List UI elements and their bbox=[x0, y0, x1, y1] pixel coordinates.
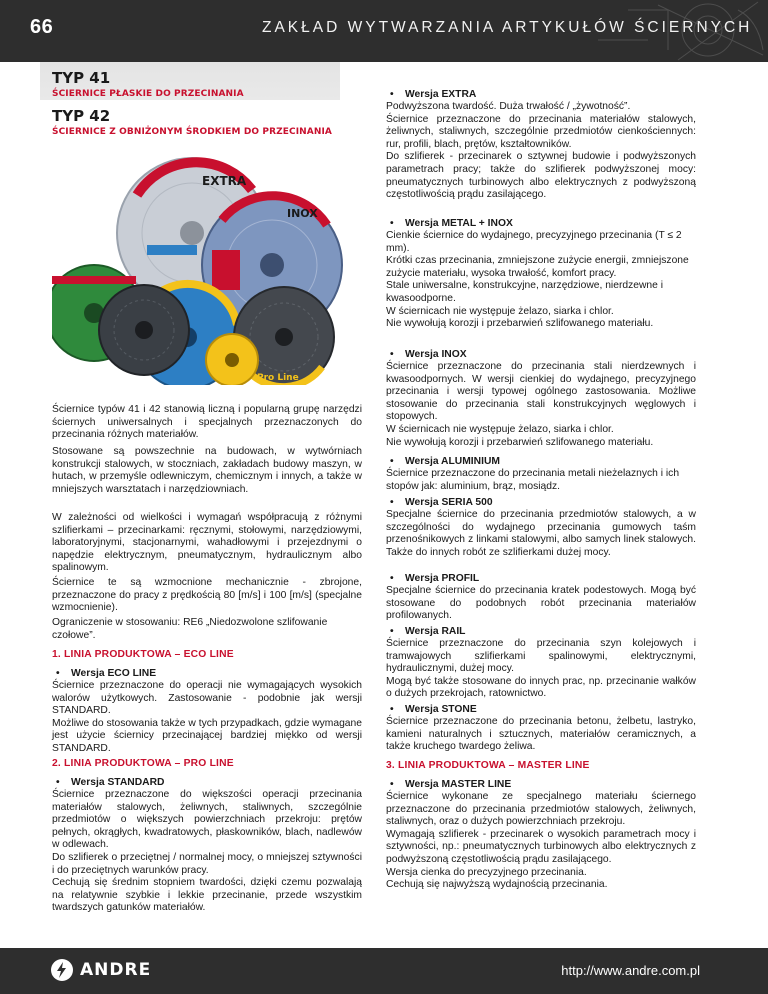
page-footer bbox=[0, 948, 768, 994]
page-header bbox=[0, 0, 768, 62]
section-eco-heading: 1. LINIA PRODUKTOWA – ECO LINE bbox=[52, 649, 234, 660]
stone-text: Ściernice przeznaczone do przecinania betonu, żelbetu, lastryko, kamieni naturalnych i sztucznych, materiałów ceramicznych, a także kruchego twardego żeliwa. bbox=[386, 716, 696, 753]
disc-inox-label: INOX bbox=[287, 207, 318, 220]
rail-title: • Wersja RAIL bbox=[386, 626, 696, 639]
rail-text: Ściernice przeznaczone do przecinania szyn kolejowych i tramwajowych szlifierkami spalinowymi, elektrycznymi, hydraulicznymi, dużej mocy. Mogą być także stosowane do innych prac, np. przecinanie wałków o dużych przekrojach, ratownictwo. bbox=[386, 638, 696, 700]
intro-paragraph-3: W zależności od wielkości i wymagań współpracują z różnymi szlifierkami – przecinarkami: ręcznymi, stołowymi, narzędziowymi, laboratoryjnymi, stacjonarnymi, wahadłowymi i przejezdnymi o napędzie elektrycznym, pneumatycznym, hydraulicznym albo spalinowym. bbox=[52, 512, 362, 574]
master-line-title: • Wersja MASTER LINE bbox=[386, 779, 696, 792]
section-pro-heading: 2. LINIA PRODUKTOWA – PRO LINE bbox=[52, 758, 234, 769]
andre-logo-icon bbox=[50, 958, 74, 982]
standard-title: • Wersja STANDARD bbox=[52, 777, 362, 790]
intro-paragraph-1: Ściernice typów 41 i 42 stanowią liczną i popularną grupę narzędzi ściernych uniwersalnych i specjalnych przeznaczonych do przecinania różnych materiałów. bbox=[52, 404, 362, 441]
header-title: ZAKŁAD WYTWARZANIA ARTYKUŁÓW ŚCIERNYCH bbox=[262, 19, 753, 36]
eco-line-text: Ściernice przeznaczone do operacji nie wymagających wysokich walorów użytkowych. Zastosowanie - podobnie jak wersji STANDARD. Możliwe do stosowania także w tych przypadkach, gdzie wymagane jest użycie ściernicy przecinającej bardziej miękko od wersji STANDARD. bbox=[52, 680, 362, 754]
master-line-text: Ściernice wykonane ze specjalnego materiału ściernego przeznaczone do przecinania przedmiotów stalowych, żeliwnych, staliwnych, oraz o dużych powierzchniach przekroju. Wymagają szlifierek - przecinarek o wysokich parametrach mocy i sztywności, np.: pneumatycznych turbinowych albo elektrycznych z podwyższoną częstotliwością prądu zasilającego. Wersja cienka do precyzyjnego przecinania. Cechują się najwyższą wydajnością przecinania. bbox=[386, 791, 696, 891]
metal-inox-title: • Wersja METAL + INOX bbox=[386, 218, 696, 231]
disc-yellow bbox=[206, 334, 258, 385]
website-url[interactable]: http://www.andre.com.pl bbox=[561, 963, 700, 978]
andre-logo-text: ANDRE bbox=[80, 960, 152, 980]
inox-title: • Wersja INOX bbox=[386, 349, 696, 362]
stone-title: • Wersja STONE bbox=[386, 704, 696, 717]
cutting-discs-photo bbox=[52, 155, 352, 385]
intro-paragraph-4: Ściernice te są wzmocnione mechanicznie - zbrojone, przeznaczone do pracy z prędkością 80 [m/s] i 100 [m/s] (specjalne wzmocnienie). bbox=[52, 577, 362, 614]
type-41-subtitle: ŚCIERNICE PŁASKIE DO PRZECINANIA bbox=[52, 89, 244, 99]
andre-logo bbox=[50, 958, 151, 982]
eco-line-title: • Wersja ECO LINE bbox=[52, 668, 362, 681]
seria-500-title: • Wersja SERIA 500 bbox=[386, 497, 696, 510]
page-number: 66 bbox=[30, 16, 54, 38]
type-42-title: TYP 42 bbox=[52, 107, 111, 125]
profil-text: Specjalne ściernice do przecinania kratek podestowych. Mogą być stosowane do podobnych robót przecinania materiałów profilowanych. bbox=[386, 585, 696, 622]
intro-paragraph-2: Stosowane są powszechnie na budowach, w wytwórniach konstrukcji stalowych, w stoczniach, zakładach budowy maszyn, w hutach, w przemyśle odlewniczym, chemicznym i innych, a także w mniejszych warsztatach i narzędziowniach. bbox=[52, 446, 362, 495]
extra-title: • Wersja EXTRA bbox=[386, 89, 696, 102]
disc-pro-line-label: Pro Line bbox=[257, 373, 299, 383]
extra-text: Podwyższona twardość. Duża trwałość / „żywotność”. Ściernice przeznaczone do przecinania materiałów stalowych, żeliwnych, staliwnych, szczególnie przedmiotów cienkościennych: rur, profili, blach, prętów, kształtowników. Do szlifierek - przecinarek o sztywnej budowie i podwyższonych parametrach pracy; także do szlifierek podwyższonej mocy: pneumatycznych turbinowych albo elektrycznych z podwyższoną częstotliwością prądu zasilającego. bbox=[386, 101, 696, 201]
seria-500-text: Specjalne ściernice do przecinania przedmiotów stalowych, a w szczególności do wydajnego przecinania gumowych taśm przenośnikowych z linkami stalowymi, albo samych linek stalowych. Także do innych robót ze szlifierkami dużej mocy. bbox=[386, 509, 696, 558]
section-master-heading: 3. LINIA PRODUKTOWA – MASTER LINE bbox=[386, 760, 590, 771]
disc-dark bbox=[99, 285, 189, 375]
metal-inox-text: Cienkie ściernice do wydajnego, precyzyjnego przecinania (T ≤ 2 mm). Krótki czas przecinania, zmniejszone zużycie energii, zmniejszone zużycie materiału, wysoka trwałość, komfort pracy. Stale uniwersalne, konstrukcyjne, narzędziowe, nierdzewne i kwasoodporne. W ściernicach nie występuje żelazo, siarka i chlor. Nie wywołują korozji i przebarwień szlifowanego materiału. bbox=[386, 230, 689, 330]
standard-text: Ściernice przeznaczone do większości operacji przecinania materiałów stalowych, żeliwnych, staliwnych, szczególnie przedmiotów o większych powierzchniach przekroju: prętów pełnych, okrągłych, kwadratowych, płaskowników, blach, nadlewów w odlewach. Do szlifierek o przeciętnej / normalnej mocy, o mniejszej sztywności i do przeciętnych warunków pracy. Cechują się średnim stopniem twardości, dzięki czemu pozwalają na relatywnie szybkie i lekkie przecinanie, przede wszystkim twardszych gatunków materiałów. bbox=[52, 789, 362, 914]
aluminium-text: Ściernice przeznaczone do przecinania metali nieżelaznych i ich stopów jak: aluminium, brąz, mosiądz. bbox=[386, 468, 680, 492]
inox-text: Ściernice przeznaczone do przecinania stali nierdzewnych i kwasoodpornych. W wersji cienkiej do wydajnego, precyzyjnego przecinania i wersji typowej ogólnego zastosowania. Możliwe stosowanie do przecinania stali konstrukcyjnych węglowych i stopowych. W ściernicach nie występuje żelazo, siarka i chlor. Nie wywołują korozji i przebarwień szlifowanego materiału. bbox=[386, 361, 696, 448]
intro-paragraph-5: Ograniczenie w stosowaniu: RE6 „Niedozwolone szlifowanie czołowe”. bbox=[52, 617, 328, 641]
profil-title: • Wersja PROFIL bbox=[386, 573, 696, 586]
aluminium-title: • Wersja ALUMINIUM bbox=[386, 456, 696, 469]
type-42-subtitle: ŚCIERNICE Z OBNIŻONYM ŚRODKIEM DO PRZECINANIA bbox=[52, 127, 332, 137]
disc-extra-label: EXTRA bbox=[202, 174, 247, 188]
type-41-title: TYP 41 bbox=[52, 69, 111, 87]
